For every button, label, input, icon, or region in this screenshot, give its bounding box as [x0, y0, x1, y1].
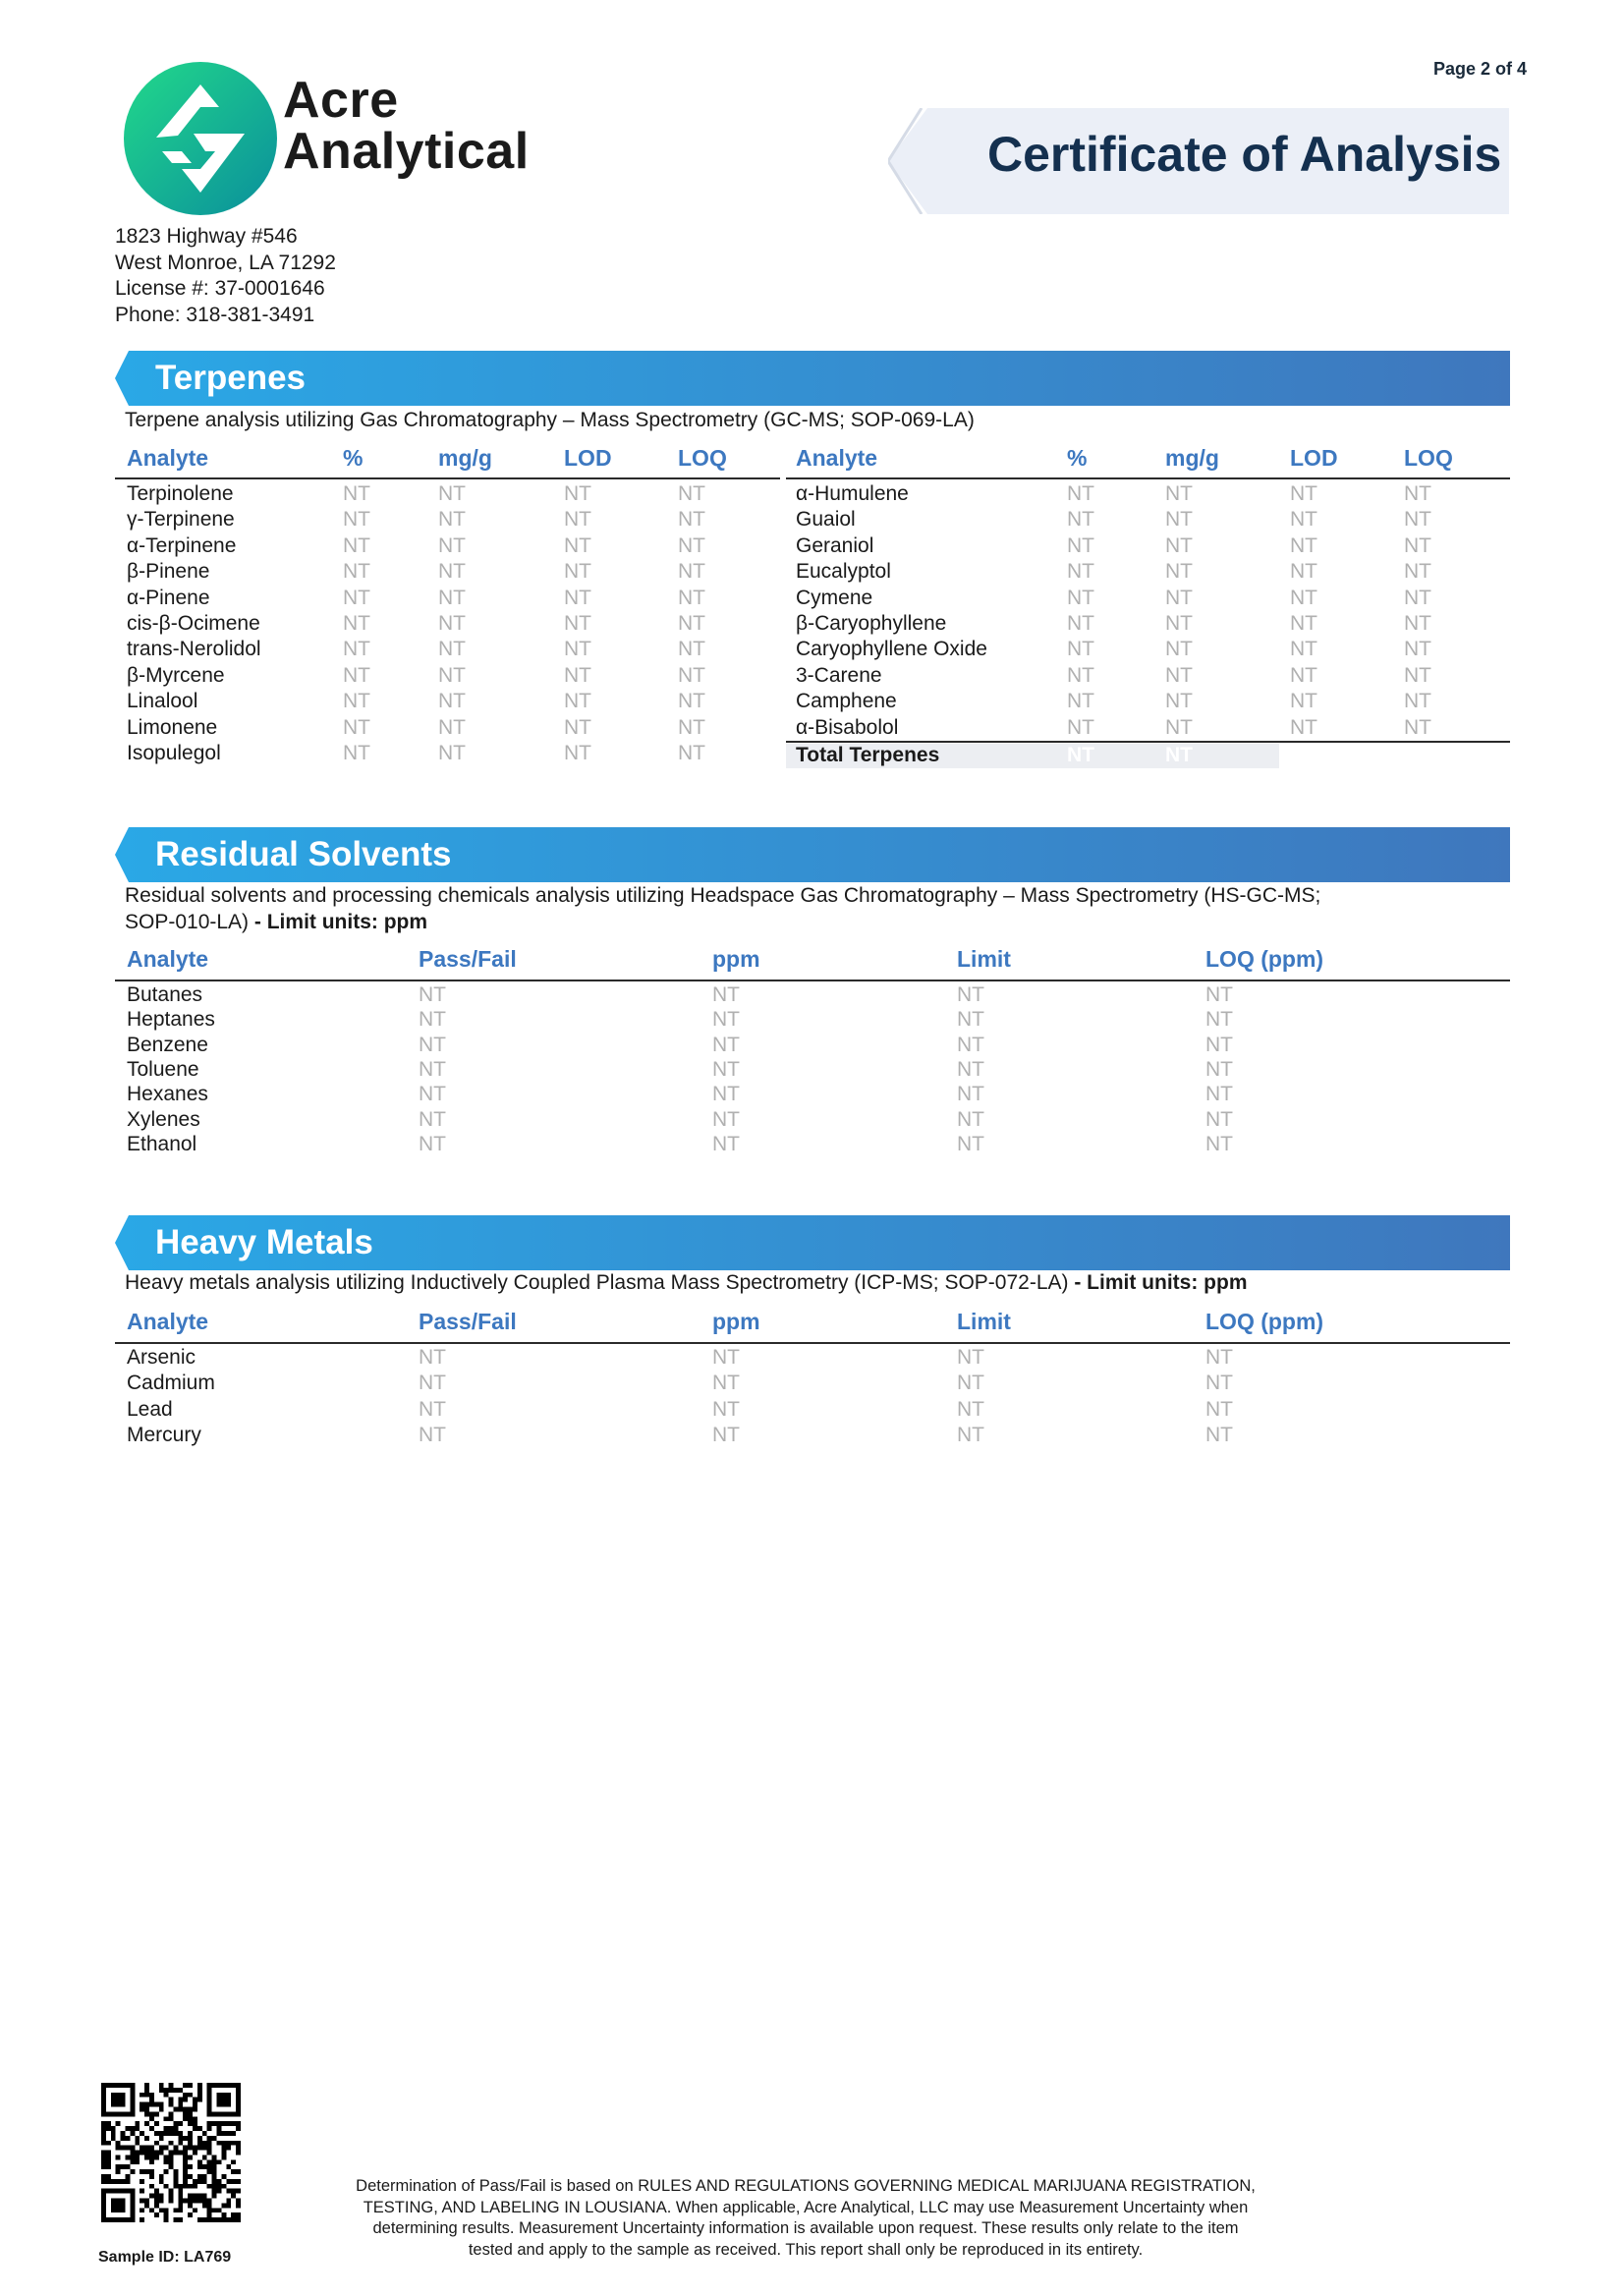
- terpenes-left-cell: NT: [564, 638, 591, 661]
- residual-solvents-cell: NT: [1205, 1008, 1233, 1032]
- terpenes-left-cell: NT: [438, 560, 466, 584]
- terpenes-left-cell: Isopulegol: [127, 742, 221, 764]
- terpenes-left-cell: NT: [438, 638, 466, 661]
- terpenes-left-cell: trans-Nerolidol: [127, 638, 261, 661]
- terpenes-left-cell: NT: [343, 508, 370, 532]
- heavy-metals-header-rule: [115, 1342, 1510, 1344]
- terpenes-left-cell: NT: [343, 742, 370, 764]
- terpenes-left-cell: cis-β-Ocimene: [127, 612, 260, 635]
- terpenes-left-cell: NT: [438, 533, 466, 557]
- terpenes-right-cell: Eucalyptol: [796, 560, 891, 584]
- terpenes-left-cell: NT: [438, 508, 466, 532]
- residual-solvents-cell: NT: [712, 1107, 740, 1131]
- residual-solvents-cell: NT: [712, 1132, 740, 1155]
- terpenes-left-cell: NT: [343, 533, 370, 557]
- terpenes-right-cell: Caryophyllene Oxide: [796, 638, 987, 661]
- terpenes-right-cell: NT: [1165, 612, 1193, 635]
- heavy-metals-cell: Lead: [127, 1397, 173, 1421]
- residual-solvents-cell: NT: [1205, 1107, 1233, 1131]
- terpenes-right-cell: NT: [1165, 586, 1193, 609]
- acre-logo-icon: [123, 61, 278, 216]
- terpenes-left-cell: NT: [564, 586, 591, 609]
- residual-solvents-cell: NT: [712, 983, 740, 1006]
- terpenes-right-header-cell: LOD: [1290, 445, 1338, 471]
- phone-line: Phone: 318-381-3491: [115, 303, 315, 326]
- residual-solvents-cell: NT: [957, 1008, 984, 1032]
- terpenes-left-header-cell: %: [343, 445, 364, 471]
- terpenes-right-cell: 3-Carene: [796, 663, 882, 687]
- terpenes-left-cell: NT: [438, 663, 466, 687]
- terpenes-right-cell: NT: [1290, 482, 1317, 505]
- terpenes-right-cell: NT: [1404, 663, 1431, 687]
- heavy-metals-header-cell: Limit: [957, 1309, 1011, 1334]
- terpenes-right-header-rule: [786, 477, 1510, 479]
- company-name-line2: Analytical: [283, 123, 530, 180]
- terpenes-right-header-cell: %: [1067, 445, 1088, 471]
- terpenes-right-cell: Cymene: [796, 586, 873, 609]
- terpenes-right-cell: NT: [1404, 715, 1431, 739]
- terpenes-left-header-cell: LOQ: [678, 445, 727, 471]
- terpenes-left-cell: NT: [678, 482, 705, 505]
- terpenes-left-cell: γ-Terpinene: [127, 508, 235, 532]
- heavy-metals-header-cell: LOQ (ppm): [1205, 1309, 1324, 1334]
- terpenes-right-cell: β-Caryophyllene: [796, 612, 947, 635]
- license-line: License #: 37-0001646: [115, 277, 325, 300]
- terpenes-left-cell: NT: [343, 663, 370, 687]
- heavy-metals-cell: NT: [1205, 1372, 1233, 1395]
- terpenes-right-cell: NT: [1067, 560, 1094, 584]
- terpenes-right-cell: NT: [1404, 638, 1431, 661]
- heavy-metals-cell: NT: [1205, 1397, 1233, 1421]
- residual-limit-note: - Limit units: ppm: [253, 911, 428, 933]
- terpenes-left-cell: NT: [678, 663, 705, 687]
- terpenes-left-header-cell: mg/g: [438, 445, 492, 471]
- terpenes-right-cell: NT: [1067, 612, 1094, 635]
- heavy-metals-description: [125, 1269, 1500, 1296]
- terpenes-right-cell: NT: [1067, 533, 1094, 557]
- terpenes-section-bar: [115, 351, 1510, 406]
- terpenes-right-cell: Geraniol: [796, 533, 874, 557]
- terpenes-right-header-cell: LOQ: [1404, 445, 1453, 471]
- heavy-metals-header-cell: Analyte: [127, 1309, 209, 1334]
- qr-code-icon: [101, 2083, 241, 2222]
- residual-solvents-description: [125, 882, 1500, 935]
- terpenes-right-cell: NT: [1165, 533, 1193, 557]
- residual-solvents-title: Residual Solvents: [155, 835, 452, 873]
- terpenes-left-cell: NT: [678, 690, 705, 713]
- residual-solvents-cell: Toluene: [127, 1057, 199, 1081]
- heavy-metals-cell: Mercury: [127, 1424, 201, 1447]
- terpenes-left-cell: NT: [438, 482, 466, 505]
- residual-desc-line1: Residual solvents and processing chemicals analysis utilizing Headspace Gas Chromatography – Mass Spectrometry (HS-GC-MS;: [125, 884, 1321, 907]
- heavy-metals-desc-text: Heavy metals analysis utilizing Inductively Coupled Plasma Mass Spectrometry (ICP-MS; SOP-072-LA): [125, 1271, 1069, 1294]
- residual-solvents-cell: NT: [1205, 1132, 1233, 1155]
- residual-solvents-cell: NT: [419, 1033, 446, 1056]
- residual-solvents-cell: Butanes: [127, 983, 203, 1006]
- residual-solvents-cell: NT: [419, 1132, 446, 1155]
- residual-solvents-cell: NT: [957, 1107, 984, 1131]
- residual-solvents-cell: NT: [419, 1083, 446, 1106]
- terpenes-right-cell: NT: [1290, 560, 1317, 584]
- terpenes-left-cell: β-Pinene: [127, 560, 210, 584]
- residual-solvents-cell: NT: [419, 983, 446, 1006]
- residual-desc-line2: SOP-010-LA): [125, 911, 250, 933]
- residual-solvents-cell: NT: [957, 1083, 984, 1106]
- terpenes-right-cell: NT: [1067, 638, 1094, 661]
- terpenes-right-cell: Guaiol: [796, 508, 856, 532]
- terpenes-right-cell: NT: [1067, 586, 1094, 609]
- residual-solvents-cell: NT: [957, 1132, 984, 1155]
- residual-solvents-cell: NT: [419, 1008, 446, 1032]
- residual-solvents-cell: NT: [957, 1033, 984, 1056]
- terpenes-right-cell: NT: [1290, 508, 1317, 532]
- heavy-metals-cell: NT: [1205, 1346, 1233, 1369]
- total-terpenes-mgg: NT: [1165, 744, 1193, 766]
- terpenes-left-cell: Terpinolene: [127, 482, 234, 505]
- lab-address: [115, 224, 336, 328]
- residual-solvents-cell: NT: [419, 1057, 446, 1081]
- terpenes-left-cell: α-Pinene: [127, 586, 210, 609]
- terpenes-left-cell: β-Myrcene: [127, 663, 225, 687]
- sample-id: Sample ID: LA769: [98, 2249, 232, 2266]
- residual-solvents-cell: NT: [1205, 1057, 1233, 1081]
- terpenes-right-header-cell: mg/g: [1165, 445, 1219, 471]
- residual-solvents-header-cell: Analyte: [127, 946, 209, 972]
- heavy-metals-cell: NT: [1205, 1424, 1233, 1447]
- document-title: Certificate of Analysis: [987, 127, 1502, 182]
- terpenes-right-cell: NT: [1165, 482, 1193, 505]
- terpenes-right-cell: NT: [1404, 690, 1431, 713]
- residual-solvents-header-cell: Limit: [957, 946, 1011, 972]
- terpenes-right-cell: NT: [1067, 715, 1094, 739]
- residual-solvents-cell: Heptanes: [127, 1008, 215, 1032]
- terpenes-description: Terpene analysis utilizing Gas Chromatography – Mass Spectrometry (GC-MS; SOP-069-LA): [125, 409, 975, 431]
- residual-solvents-cell: NT: [1205, 1083, 1233, 1106]
- terpenes-left-header-cell: LOD: [564, 445, 612, 471]
- address-line: West Monroe, LA 71292: [115, 251, 336, 274]
- heavy-metals-cell: NT: [957, 1397, 984, 1421]
- heavy-metals-cell: NT: [419, 1346, 446, 1369]
- terpenes-left-cell: NT: [343, 690, 370, 713]
- terpenes-left-cell: NT: [678, 560, 705, 584]
- terpenes-left-header-rule: [115, 477, 780, 479]
- disclaimer: [314, 2176, 1297, 2261]
- residual-solvents-cell: NT: [419, 1107, 446, 1131]
- terpenes-right-cell: NT: [1165, 508, 1193, 532]
- terpenes-left-cell: NT: [678, 638, 705, 661]
- terpenes-right-cell: NT: [1165, 715, 1193, 739]
- heavy-metals-cell: NT: [419, 1424, 446, 1447]
- terpenes-right-cell: NT: [1404, 560, 1431, 584]
- residual-solvents-cell: Benzene: [127, 1033, 208, 1056]
- disclaimer-line: Determination of Pass/Fail is based on RULES AND REGULATIONS GOVERNING MEDICAL MARIJUANA REGISTRATION,: [356, 2177, 1256, 2195]
- total-terpenes-percent: NT: [1067, 744, 1094, 766]
- terpenes-right-cell: NT: [1067, 482, 1094, 505]
- terpenes-right-cell: NT: [1404, 508, 1431, 532]
- residual-solvents-cell: Ethanol: [127, 1132, 197, 1155]
- terpenes-left-cell: NT: [343, 638, 370, 661]
- heavy-metals-limit-note: - Limit units: ppm: [1074, 1271, 1248, 1294]
- terpenes-left-cell: NT: [678, 586, 705, 609]
- terpenes-right-cell: NT: [1067, 690, 1094, 713]
- terpenes-left-cell: α-Terpinene: [127, 533, 237, 557]
- terpenes-right-cell: α-Bisabolol: [796, 715, 899, 739]
- terpenes-left-cell: NT: [564, 612, 591, 635]
- terpenes-left-cell: NT: [343, 612, 370, 635]
- heavy-metals-cell: NT: [419, 1397, 446, 1421]
- heavy-metals-header-cell: ppm: [712, 1309, 760, 1334]
- terpenes-right-cell: NT: [1290, 638, 1317, 661]
- heavy-metals-cell: NT: [419, 1372, 446, 1395]
- terpenes-right-cell: NT: [1165, 560, 1193, 584]
- terpenes-right-cell: NT: [1067, 508, 1094, 532]
- terpenes-title: Terpenes: [155, 359, 307, 397]
- terpenes-left-cell: NT: [564, 482, 591, 505]
- terpenes-right-cell: NT: [1290, 586, 1317, 609]
- terpenes-right-cell: NT: [1404, 482, 1431, 505]
- terpenes-left-cell: NT: [678, 508, 705, 532]
- terpenes-left-cell: NT: [438, 612, 466, 635]
- terpenes-left-header-cell: Analyte: [127, 445, 209, 471]
- terpenes-left-cell: Linalool: [127, 690, 198, 713]
- terpenes-right-cell: NT: [1290, 663, 1317, 687]
- page-number: Page 2 of 4: [1433, 59, 1528, 79]
- terpenes-left-cell: NT: [343, 586, 370, 609]
- terpenes-left-cell: NT: [438, 586, 466, 609]
- heavy-metals-title: Heavy Metals: [155, 1223, 373, 1261]
- terpenes-left-cell: NT: [678, 533, 705, 557]
- terpenes-right-cell: NT: [1165, 690, 1193, 713]
- terpenes-right-cell: NT: [1290, 612, 1317, 635]
- total-terpenes-label: Total Terpenes: [796, 744, 940, 766]
- terpenes-left-cell: NT: [678, 742, 705, 764]
- company-name: [283, 72, 530, 180]
- terpenes-left-cell: Limonene: [127, 715, 218, 739]
- residual-solvents-cell: NT: [957, 983, 984, 1006]
- residual-solvents-header-rule: [115, 980, 1510, 981]
- residual-solvents-cell: NT: [712, 1057, 740, 1081]
- heavy-metals-cell: Arsenic: [127, 1346, 196, 1369]
- heavy-metals-cell: NT: [957, 1372, 984, 1395]
- heavy-metals-cell: NT: [957, 1346, 984, 1369]
- residual-solvents-cell: NT: [1205, 983, 1233, 1006]
- terpenes-left-cell: NT: [343, 482, 370, 505]
- heavy-metals-cell: Cadmium: [127, 1372, 215, 1395]
- residual-solvents-cell: Xylenes: [127, 1107, 200, 1131]
- terpenes-right-header-cell: Analyte: [796, 445, 878, 471]
- terpenes-left-cell: NT: [564, 663, 591, 687]
- terpenes-left-cell: NT: [564, 742, 591, 764]
- residual-solvents-cell: NT: [1205, 1033, 1233, 1056]
- disclaimer-line: tested and apply to the sample as received. This report shall only be reproduced in its entirety.: [468, 2240, 1144, 2259]
- heavy-metals-cell: NT: [712, 1372, 740, 1395]
- heavy-metals-cell: NT: [957, 1424, 984, 1447]
- terpenes-right-cell: NT: [1290, 533, 1317, 557]
- residual-solvents-cell: NT: [712, 1083, 740, 1106]
- residual-solvents-cell: NT: [712, 1008, 740, 1032]
- terpenes-left-cell: NT: [564, 533, 591, 557]
- residual-solvents-header-cell: Pass/Fail: [419, 946, 517, 972]
- terpenes-left-cell: NT: [564, 560, 591, 584]
- terpenes-right-cell: NT: [1290, 690, 1317, 713]
- terpenes-left-cell: NT: [564, 715, 591, 739]
- residual-solvents-cell: NT: [712, 1033, 740, 1056]
- terpenes-left-cell: NT: [343, 560, 370, 584]
- terpenes-left-cell: NT: [678, 612, 705, 635]
- heavy-metals-cell: NT: [712, 1424, 740, 1447]
- terpenes-right-cell: NT: [1067, 663, 1094, 687]
- terpenes-right-cell: NT: [1404, 586, 1431, 609]
- terpenes-right-cell: NT: [1404, 612, 1431, 635]
- terpenes-right-cell: NT: [1165, 638, 1193, 661]
- terpenes-right-cell: NT: [1165, 663, 1193, 687]
- disclaimer-line: TESTING, AND LABELING IN LOUSIANA. When applicable, Acre Analytical, LLC may use Measurement Uncertainty when: [363, 2198, 1249, 2216]
- terpenes-left-cell: NT: [438, 742, 466, 764]
- heavy-metals-cell: NT: [712, 1397, 740, 1421]
- disclaimer-line: determining results. Measurement Uncertainty information is available upon request. These results only relate to the item: [372, 2219, 1239, 2237]
- terpenes-right-cell: NT: [1404, 533, 1431, 557]
- terpenes-left-cell: NT: [438, 715, 466, 739]
- terpenes-left-cell: NT: [678, 715, 705, 739]
- residual-solvents-header-cell: LOQ (ppm): [1205, 946, 1324, 972]
- heavy-metals-cell: NT: [712, 1346, 740, 1369]
- terpenes-right-cell: α-Humulene: [796, 482, 909, 505]
- address-line: 1823 Highway #546: [115, 225, 298, 248]
- terpenes-left-cell: NT: [438, 690, 466, 713]
- residual-solvents-cell: Hexanes: [127, 1083, 208, 1106]
- company-name-line1: Acre: [283, 72, 399, 129]
- heavy-metals-header-cell: Pass/Fail: [419, 1309, 517, 1334]
- terpenes-left-cell: NT: [564, 508, 591, 532]
- residual-solvents-header-cell: ppm: [712, 946, 760, 972]
- terpenes-left-cell: NT: [564, 690, 591, 713]
- residual-solvents-cell: NT: [957, 1057, 984, 1081]
- terpenes-right-cell: NT: [1290, 715, 1317, 739]
- terpenes-left-cell: NT: [343, 715, 370, 739]
- terpenes-right-cell: Camphene: [796, 690, 897, 713]
